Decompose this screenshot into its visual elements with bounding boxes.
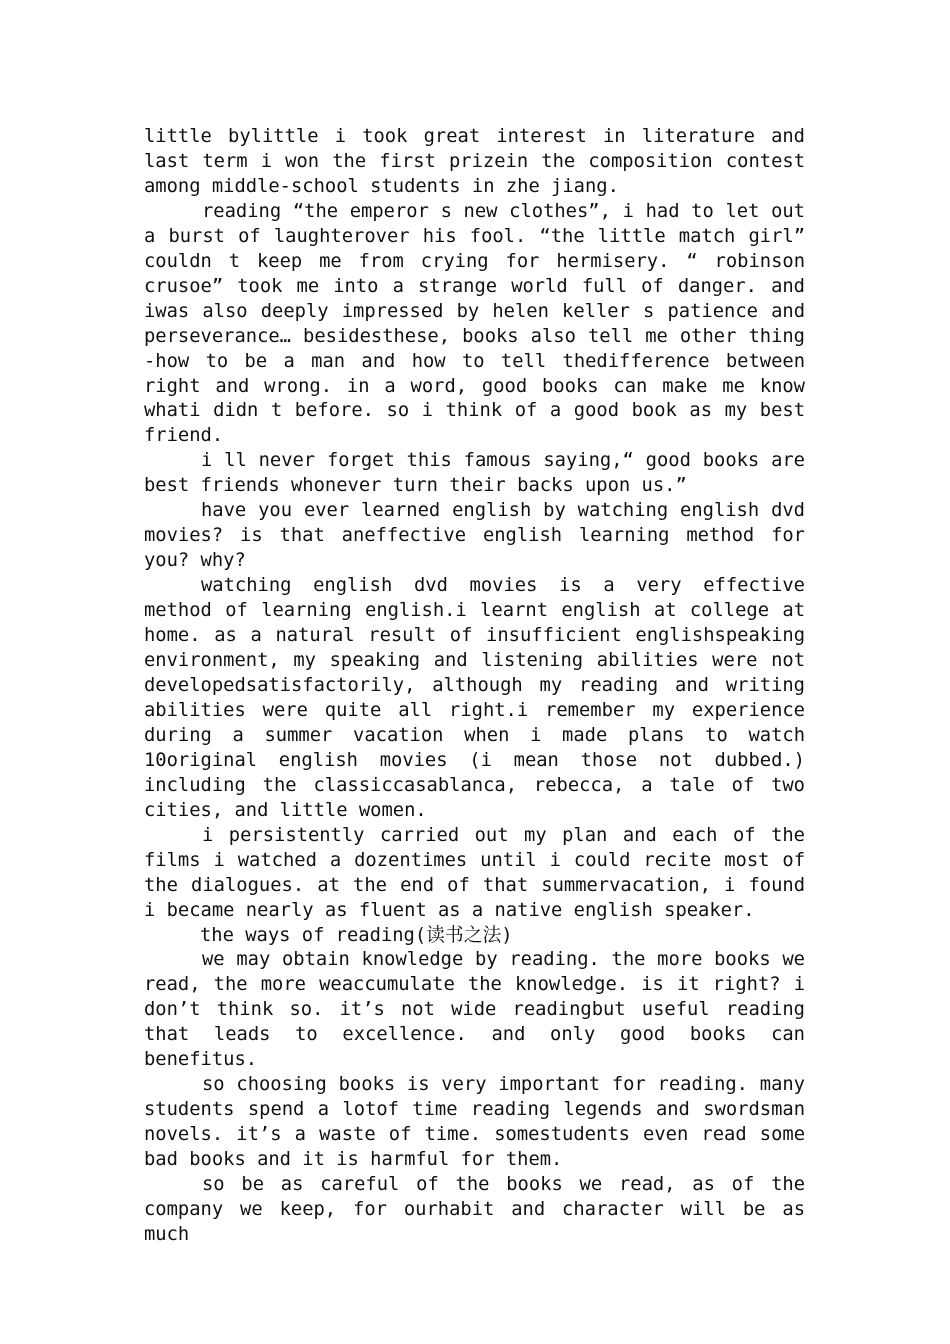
paragraph-be-careful: so be as careful of the books we read, as of the company we keep, for ourhabit and character will be as much (144, 1174, 805, 1245)
paragraph-reading-stories: reading “the emperor s new clothes”, i had to let out a burst of laughterover his fool. “the little match girl” couldn t keep me from crying for hermisery. “ robinson crusoe” took me into a strange world full of danger. and iwas also deeply impressed by helen keller s patience and perseverance… besidesthese, books also tell me other thing -how to be a man and how to tell thedifference between right and wrong. in a word, good books can make me know whati didn t before. so i think of a good book as my best friend. (144, 200, 805, 447)
section-heading-ways-of-reading: the ways of reading(读书之法) (200, 924, 513, 946)
paragraph-persistent-plan: i persistently carried out my plan and each of the films i watched a dozentimes until i could recite most of the dialogues. at the end of that summervacation, i found i became nearly as fluent as a native english speaker. (144, 824, 805, 921)
paragraph-famous-saying: i ll never forget this famous saying,“ good books are best friends whonever turn their backs upon us.” (144, 450, 805, 497)
paragraph-dvd-question: have you ever learned english by watching english dvd movies? is that aneffective english learning method for you? why? (144, 500, 805, 572)
paragraph-literature-interest: little bylittle i took great interest in literature and last term i won the first prizein the composition contest among middle-school students in zhe jiang. (144, 126, 805, 197)
document-body (144, 125, 805, 1248)
paragraph-obtain-knowledge: we may obtain knowledge by reading. the more books we read, the more weaccumulate the knowledge. is it right? i don’t think so. it’s not wide readingbut useful reading that leads to excellence. and only good books can benefitus. (144, 949, 805, 1071)
paragraph-dvd-method: watching english dvd movies is a very effective method of learning english.i learnt english at college at home. as a natural result of insufficient englishspeaking environment, my speaking and listening abilities were not developedsatisfactorily, although my reading and writing abilities were quite all right.i remember my experience during a summer vacation when i made plans to watch 10original english movies (i mean those not dubbed.) including the classiccasablanca, rebecca, a tale of two cities, and little women. (144, 575, 805, 821)
paragraph-choosing-books: so choosing books is very important for reading. many students spend a lotof time reading legends and swordsman novels. it’s a waste of time. somestudents even read some bad books and it is harmful for them. (144, 1074, 805, 1171)
